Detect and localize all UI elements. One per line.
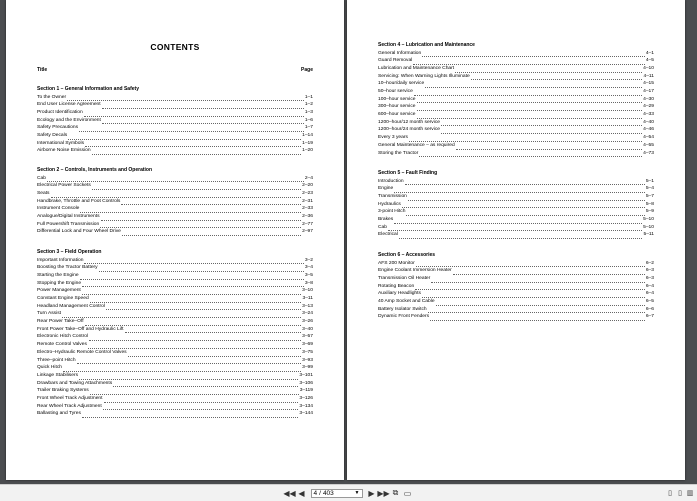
toc-entry-title: Full Powershift Transmission — [37, 221, 100, 227]
toc-entry-page: 2–4 — [304, 175, 313, 181]
toc-entry-page: 6–4 — [645, 291, 654, 297]
toc-entry-title: Introduction — [378, 178, 404, 184]
toc-entry[interactable] — [378, 201, 654, 209]
toc-entry-page: 3–69 — [302, 342, 313, 348]
toc-entry-title: Safety Precautions — [37, 125, 79, 131]
dot-leader — [425, 81, 642, 88]
toc-entry-title: Analogue/Digital Instruments — [37, 214, 100, 220]
toc-entry[interactable] — [37, 140, 313, 148]
toc-entry-page: 4–15 — [643, 81, 654, 87]
toc-entry[interactable] — [37, 257, 313, 265]
dot-leader — [399, 233, 643, 240]
dot-leader — [441, 120, 642, 127]
toc-entry[interactable] — [378, 275, 654, 283]
toc-entry-title: End User License Agreement — [37, 102, 101, 108]
toc-entry-title: Cab — [37, 175, 46, 181]
section-title: Section 1 – General Information and Safety — [37, 86, 139, 92]
total-pages-value: 403 — [322, 489, 334, 497]
toc-entry-page: 6–5 — [645, 299, 654, 305]
toc-entry-page: 3–10 — [302, 288, 313, 294]
toc-entry-title: Ballasting and Tyres — [37, 411, 81, 417]
toc-entry-title: Lubrication and Maintenance Chart — [378, 65, 455, 71]
toc-entry[interactable] — [37, 387, 313, 395]
toc-entry[interactable] — [37, 349, 313, 357]
toc-entry[interactable] — [37, 272, 313, 280]
toc-entry-page: 3–11 — [302, 296, 313, 302]
toc-entry-page: 4–10 — [643, 65, 654, 71]
toc-entry[interactable] — [378, 96, 654, 104]
toc-entry-title: Boosting the Tractor Battery — [37, 265, 98, 271]
toc-entry-page: 3–144 — [299, 411, 313, 417]
toc-entry[interactable] — [37, 326, 313, 334]
toc-entry-title: Rotating Beacon — [378, 283, 415, 289]
toc-entry[interactable] — [37, 280, 313, 288]
toc-entry-title: Brakes — [378, 217, 394, 223]
toc-entry-title: Handbrake, Throttle and Foot Controls — [37, 198, 121, 204]
toc-entry-title: Airborne Noise Emission — [37, 148, 91, 154]
toc-entry[interactable] — [378, 178, 654, 186]
toc-entry[interactable] — [378, 111, 654, 119]
toc-entry[interactable] — [37, 410, 313, 418]
toc-entry-title: Auxiliary Headlights — [378, 291, 421, 297]
toc-entry-page: 1–14 — [302, 133, 313, 139]
toc-entry[interactable] — [378, 65, 654, 73]
toc-entry-title: Transmission — [378, 193, 407, 199]
toc-entry[interactable] — [37, 228, 313, 236]
toc-entry-title: Battery Isolator Switch — [378, 306, 427, 312]
dot-leader — [90, 388, 299, 395]
dot-leader — [415, 284, 645, 291]
toc-entry-page: 1–3 — [304, 109, 313, 115]
toc-section — [37, 86, 313, 155]
toc-entry-title: AFS 200 Monitor — [378, 260, 415, 266]
dot-leader — [453, 268, 645, 275]
dot-leader — [77, 358, 302, 365]
toc-entry[interactable] — [378, 224, 654, 232]
toc-entry-title: 10–hour/daily service — [378, 81, 425, 87]
toc-entry-title: Cab — [378, 224, 387, 230]
toc-entry[interactable] — [37, 395, 313, 403]
dot-leader — [125, 327, 302, 334]
toc-entry-title: International Symbols — [37, 140, 85, 146]
toc-entry-page: 4–54 — [643, 135, 654, 141]
sidebar-icon[interactable]: ▥ — [686, 490, 694, 497]
toc-entry-title: Transmission Oil Heater — [378, 275, 431, 281]
fit-width-icon[interactable]: ▯ — [678, 490, 682, 497]
toc-entry-title: General Information — [378, 50, 422, 56]
toc-entry-title: Important Information — [37, 257, 84, 263]
dot-leader — [402, 202, 645, 209]
toc-entry-title: 1200–hour/12 month service — [378, 119, 440, 125]
dot-leader — [456, 143, 642, 150]
dot-leader — [455, 66, 642, 73]
toc-entry[interactable] — [37, 295, 313, 303]
dot-leader — [414, 89, 642, 96]
dot-leader — [394, 186, 645, 193]
dot-leader — [92, 183, 301, 190]
dot-leader — [68, 133, 301, 140]
toc-entry-page: 1–2 — [304, 102, 313, 108]
dot-leader — [104, 396, 299, 403]
toc-entry-title: Linkage Stabilisers — [37, 372, 79, 378]
toc-entry[interactable] — [378, 80, 654, 88]
dot-leader — [388, 225, 642, 232]
toolbar-right-tools — [665, 488, 695, 498]
toc-entry[interactable] — [37, 318, 313, 326]
dot-leader — [62, 312, 301, 319]
dot-leader — [63, 365, 301, 372]
toc-entry[interactable] — [378, 88, 654, 96]
toc-entry[interactable] — [378, 306, 654, 314]
dot-leader — [79, 125, 304, 132]
toc-entry-title: Differential Lock and Four Wheel Drive — [37, 229, 121, 235]
toc-entry-title: Rear Power Take–Off — [37, 319, 84, 325]
toc-entry[interactable] — [37, 117, 313, 125]
dot-leader — [103, 404, 299, 411]
toc-entry-title: Headland Management Control — [37, 303, 105, 309]
toc-entry-page: 3–26 — [302, 319, 313, 325]
toc-entry-page: 2–23 — [302, 190, 313, 196]
dot-leader — [428, 307, 645, 314]
toc-entry-title: 1200–hour/24 month service — [378, 127, 440, 133]
toc-entry-title: Electrical — [378, 232, 398, 238]
toc-entry-page: 6–6 — [645, 306, 654, 312]
dot-leader — [121, 199, 301, 206]
dot-leader — [417, 112, 643, 119]
current-page-value: 4 — [313, 489, 318, 497]
dot-leader — [99, 265, 304, 272]
title-column-header: Title — [37, 67, 48, 73]
toc-entry-title: To the Owner — [37, 94, 67, 100]
toc-entry-title: Constant Engine Speed — [37, 296, 89, 302]
contents-heading: CONTENTS — [150, 42, 200, 52]
toc-entry[interactable] — [378, 134, 654, 142]
toc-entry[interactable] — [378, 73, 654, 81]
toc-entry-page: 3–75 — [302, 349, 313, 355]
toc-entry-title: Stopping the Engine — [37, 280, 82, 286]
dot-leader — [441, 128, 642, 135]
toc-entry-title: General Maintenance – as required — [378, 142, 455, 148]
toc-entry[interactable] — [37, 101, 313, 109]
toc-entry-title: 50–hour service — [378, 89, 413, 95]
dot-leader — [417, 97, 643, 104]
toc-entry[interactable] — [37, 341, 313, 349]
toc-entry[interactable] — [37, 372, 313, 380]
toc-entry[interactable] — [37, 205, 313, 213]
toc-entry-page: 3–5 — [304, 272, 313, 278]
toc-entry-title: Engine — [378, 186, 394, 192]
dot-leader — [80, 273, 304, 280]
toc-section — [37, 249, 313, 418]
toc-entry-page: 6–3 — [645, 275, 654, 281]
dot-leader — [80, 206, 301, 213]
toc-entry-page: 5–9 — [645, 209, 654, 215]
toc-entry-title: Rear Wheel Track Adjustment — [37, 403, 102, 409]
dot-leader — [102, 118, 304, 125]
toc-entry-title: Storing the Tractor — [378, 150, 419, 156]
toc-entry-page: 4–11 — [643, 73, 654, 79]
page-number-field[interactable] — [311, 489, 363, 498]
toc-entry-title: Trailer Braking Systems — [37, 388, 89, 394]
toc-entry-title: Electro–Hydraulic Remote Control Valves — [37, 349, 127, 355]
toc-entry-page: 5–7 — [645, 193, 654, 199]
toc-entry-page: 2–77 — [302, 221, 313, 227]
toc-entry-page: 1–19 — [302, 140, 313, 146]
single-page-view-icon[interactable]: ▭ — [403, 488, 412, 498]
toc-entry[interactable] — [378, 208, 654, 216]
toc-entry-title: Hydraulics — [378, 201, 401, 207]
toc-entry-title: Servicing: When Warning Lights Illuminate — [378, 73, 470, 79]
toc-entry-page: 3–13 — [302, 303, 313, 309]
toc-entry[interactable] — [37, 310, 313, 318]
toc-entry-title: Dynamic Front Fenders — [378, 314, 430, 320]
chevron-down-icon[interactable]: ▼ — [354, 490, 360, 496]
toc-entry[interactable] — [378, 126, 654, 134]
toc-entry[interactable] — [378, 119, 654, 127]
dot-leader — [122, 230, 301, 237]
toc-entry-page: 3–101 — [299, 372, 313, 378]
toc-entry[interactable] — [378, 260, 654, 268]
dot-leader — [408, 194, 645, 201]
toc-entry-page: 4–17 — [643, 89, 654, 95]
toc-entry-page: 5–8 — [645, 201, 654, 207]
toc-entry-title: Seats — [37, 190, 50, 196]
toc-entry-title: Instrument Console — [37, 206, 80, 212]
toc-entry-title: 3-point Hitch — [378, 209, 406, 215]
toc-entry-page: 3–93 — [302, 357, 313, 363]
pdf-page-left — [6, 0, 344, 480]
toc-entry[interactable] — [37, 287, 313, 295]
toc-entry-title: Turn Assist — [37, 311, 62, 317]
dot-leader — [436, 299, 645, 306]
toc-entry-page: 5–11 — [643, 232, 654, 238]
toc-entry[interactable] — [378, 231, 654, 239]
toc-entry[interactable] — [37, 221, 313, 229]
next-page-icon[interactable]: ▶ — [368, 488, 375, 498]
section-title: Section 6 – Accessories — [378, 252, 436, 258]
toc-entry[interactable] — [378, 103, 654, 111]
toc-entry-page: 1–1 — [304, 94, 313, 100]
toc-section — [378, 42, 654, 157]
toc-entry-page: 3–119 — [299, 388, 313, 394]
toc-entry-page: 3–57 — [302, 334, 313, 340]
section-title: Section 3 – Field Operation — [37, 249, 102, 255]
dot-leader — [406, 209, 644, 216]
dot-leader — [431, 276, 645, 283]
section-title: Section 5 – Fault Finding — [378, 170, 438, 176]
toc-entry[interactable] — [378, 150, 654, 158]
toc-entry-title: Power Management — [37, 288, 81, 294]
toc-entry[interactable] — [37, 147, 313, 155]
toc-entry-page: 6–2 — [645, 260, 654, 266]
toc-entry-title: Front Power Take–Off and Hydraulic Lift — [37, 326, 124, 332]
dot-leader — [128, 350, 302, 357]
toc-entry-page: 3–134 — [299, 403, 313, 409]
toc-entry-page: 5–10 — [643, 224, 654, 230]
dot-leader — [67, 95, 304, 102]
toc-entry-page: 4–46 — [643, 127, 654, 133]
toc-entry[interactable] — [37, 364, 313, 372]
toc-entry-page: 5–10 — [643, 217, 654, 223]
toc-entry[interactable] — [378, 290, 654, 298]
viewer-toolbar — [0, 484, 697, 501]
toc-section — [378, 252, 654, 321]
toc-entry-title: Engine Coolant Immersion Heater — [378, 268, 452, 274]
dot-leader — [82, 281, 304, 288]
toc-entry[interactable] — [37, 132, 313, 140]
two-page-view-icon[interactable]: ⧉ — [392, 488, 399, 497]
dot-leader — [84, 258, 303, 265]
dot-leader — [101, 214, 302, 221]
toc-entry-title: 300–hour service — [378, 104, 416, 110]
toc-entry-page: 4–40 — [643, 119, 654, 125]
toc-entry-page: 2–97 — [302, 229, 313, 235]
toc-entry[interactable] — [378, 142, 654, 150]
dot-leader — [90, 296, 302, 303]
dot-leader — [82, 288, 301, 295]
toc-entry[interactable] — [378, 57, 654, 65]
toc-entry-title: Electrical Power Sockets — [37, 183, 91, 189]
toc-entry-title: Quick Hitch — [37, 365, 63, 371]
dot-leader — [106, 304, 301, 311]
toc-entry[interactable] — [37, 403, 313, 411]
dot-leader — [84, 110, 304, 117]
toc-entry[interactable] — [37, 357, 313, 365]
toc-entry-page: 3–24 — [302, 311, 313, 317]
toc-entry-page: 2–20 — [302, 183, 313, 189]
dot-leader — [430, 315, 645, 322]
toc-entry-title: Every 3 years — [378, 135, 408, 141]
toc-entry[interactable] — [37, 190, 313, 198]
toc-entry-page: 6–4 — [645, 283, 654, 289]
prev-page-icon[interactable]: ◀ — [298, 488, 305, 498]
dot-leader — [85, 141, 301, 148]
toc-entry[interactable] — [37, 380, 313, 388]
last-page-icon[interactable]: ▶▶ — [377, 488, 390, 498]
dot-leader — [471, 74, 643, 81]
toc-entry-page: 4–1 — [645, 50, 654, 56]
toc-entry-page: 1–6 — [304, 117, 313, 123]
section-title: Section 2 – Controls, Instruments and Operation — [37, 167, 153, 173]
dot-leader — [92, 149, 302, 156]
toc-entry[interactable] — [378, 313, 654, 321]
toc-entry-title: 600–hour service — [378, 112, 416, 118]
section-title: Section 4 – Lubrication and Maintenance — [378, 42, 475, 48]
toc-section — [378, 170, 654, 239]
toc-entry-title: Electronic Hitch Control — [37, 334, 89, 340]
toc-entry[interactable] — [378, 267, 654, 275]
toc-entry-page: 3–40 — [302, 326, 313, 332]
fit-page-icon[interactable]: ▯ — [668, 490, 672, 497]
page-column-header: Page — [301, 67, 313, 73]
toc-entry[interactable] — [37, 109, 313, 117]
toc-entry-title: Drawbars and Towing Attachments — [37, 380, 113, 386]
dot-leader — [89, 335, 301, 342]
toc-entry-title: Starting the Engine — [37, 272, 79, 278]
toc-entry-page: 4–73 — [643, 150, 654, 156]
toc-entry-page: 1–20 — [302, 148, 313, 154]
toc-entry-page: 3–2 — [304, 257, 313, 263]
toc-entry-title: Product Identification — [37, 109, 83, 115]
toc-entry-page: 3–4 — [304, 265, 313, 271]
toc-entry-page: 3–99 — [302, 365, 313, 371]
toc-entry-title: Ecology and the Environment — [37, 117, 101, 123]
toc-entry[interactable] — [37, 303, 313, 311]
toc-entry-title: Safety Decals — [37, 133, 68, 139]
toc-section — [37, 167, 313, 236]
toc-entry-page: 4–55 — [643, 142, 654, 148]
toc-entry-title: 100–hour service — [378, 96, 416, 102]
toc-entry-page: 3–106 — [299, 380, 313, 386]
toc-entry-title: Remote Control Valves — [37, 342, 87, 348]
first-page-icon[interactable]: ◀◀ — [283, 488, 296, 498]
toc-entry[interactable] — [378, 193, 654, 201]
toc-entry-title: Guard Removal — [378, 58, 413, 64]
toc-entry-title: Three–point Hitch — [37, 357, 76, 363]
dot-leader — [102, 102, 304, 109]
toc-entry-page: 1–7 — [304, 125, 313, 131]
toc-entry[interactable] — [37, 333, 313, 341]
dot-leader — [419, 151, 642, 158]
toc-entry[interactable] — [378, 216, 654, 224]
toc-entry-page: 3–8 — [304, 280, 313, 286]
toc-entry-page: 5–4 — [645, 186, 654, 192]
toc-entry[interactable] — [37, 213, 313, 221]
toc-entry-title: Front Wheel Track Adjustment — [37, 395, 103, 401]
toc-entry-page: 2–36 — [302, 214, 313, 220]
dot-leader — [394, 217, 642, 224]
toc-entry-page: 4–33 — [643, 112, 654, 118]
dot-leader — [82, 411, 298, 418]
pdf-page-right — [347, 0, 685, 480]
toc-entry[interactable] — [378, 185, 654, 193]
toc-entry-page: 4–30 — [643, 96, 654, 102]
toc-entry-page: 4–5 — [645, 58, 654, 64]
toc-entry-title: 40 Amp Socket and Cable — [378, 299, 435, 305]
toc-entry-page: 6–7 — [645, 314, 654, 320]
dot-leader — [100, 222, 301, 229]
toc-entry[interactable] — [37, 264, 313, 272]
toc-entry[interactable] — [37, 182, 313, 190]
dot-leader — [113, 381, 298, 388]
toc-entry-page: 2–31 — [302, 198, 313, 204]
toc-entry[interactable] — [378, 50, 654, 58]
toc-entry[interactable] — [37, 175, 313, 183]
dot-leader — [405, 179, 645, 186]
toc-entry[interactable] — [378, 283, 654, 291]
toc-entry-page: 4–29 — [643, 104, 654, 110]
dot-leader — [422, 291, 645, 298]
toc-entry[interactable] — [37, 94, 313, 102]
toc-entry-page: 5–1 — [645, 178, 654, 184]
dot-leader — [422, 51, 645, 58]
toc-entry[interactable] — [37, 124, 313, 132]
dot-leader — [417, 105, 643, 112]
toc-entry-page: 3–126 — [299, 395, 313, 401]
toc-entry-page: 2–33 — [302, 206, 313, 212]
toc-entry[interactable] — [378, 298, 654, 306]
toc-entry-page: 6–3 — [645, 268, 654, 274]
page-separator: / — [319, 489, 321, 497]
toc-entry[interactable] — [37, 198, 313, 206]
